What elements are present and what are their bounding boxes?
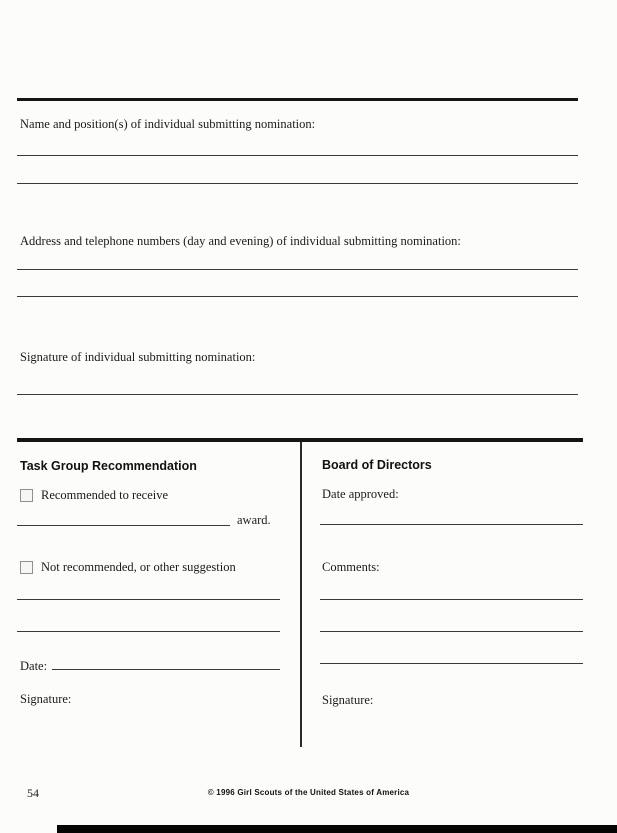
- comments-label: Comments:: [322, 560, 380, 574]
- signature-fill-line[interactable]: [17, 394, 578, 395]
- suggestion-fill-line-1[interactable]: [17, 599, 280, 600]
- suggestion-fill-line-2[interactable]: [17, 631, 280, 632]
- not-recommended-checkbox[interactable]: [20, 561, 33, 574]
- award-suffix-label: award.: [237, 513, 271, 527]
- footer-copyright: © 1996 Girl Scouts of the United States of America: [207, 788, 410, 797]
- page-number: 54: [27, 786, 39, 800]
- board-title: Board of Directors: [322, 458, 432, 472]
- address-fill-line-2[interactable]: [17, 296, 578, 297]
- award-name-fill-line[interactable]: [17, 525, 230, 526]
- address-label: Address and telephone numbers (day and evening) of individual submitting nomination:: [20, 234, 461, 248]
- date-approved-label: Date approved:: [322, 487, 399, 501]
- name-label: Name and position(s) of individual submitting nomination:: [20, 117, 316, 131]
- board-signature-label: Signature:: [322, 693, 374, 707]
- not-recommended-label: Not recommended, or other suggestion: [41, 560, 236, 574]
- task-group-date-fill-line[interactable]: [52, 669, 280, 670]
- name-fill-line-2[interactable]: [17, 183, 578, 184]
- task-group-signature-label: Signature:: [20, 692, 72, 706]
- task-group-title: Task Group Recommendation: [20, 459, 197, 473]
- comments-fill-line-3[interactable]: [320, 663, 583, 664]
- address-fill-line-1[interactable]: [17, 269, 578, 270]
- scan-edge-bar: [57, 825, 617, 833]
- recommended-checkbox[interactable]: [20, 489, 33, 502]
- date-approved-fill-line[interactable]: [320, 524, 583, 525]
- signature-label: Signature of individual submitting nomination:: [20, 350, 256, 364]
- column-divider-rule: [300, 442, 302, 747]
- recommended-label: Recommended to receive: [41, 488, 169, 502]
- comments-fill-line-1[interactable]: [320, 599, 583, 600]
- name-fill-line-1[interactable]: [17, 155, 578, 156]
- comments-fill-line-2[interactable]: [320, 631, 583, 632]
- task-group-date-label: Date:: [20, 659, 48, 673]
- top-rule: [17, 98, 578, 101]
